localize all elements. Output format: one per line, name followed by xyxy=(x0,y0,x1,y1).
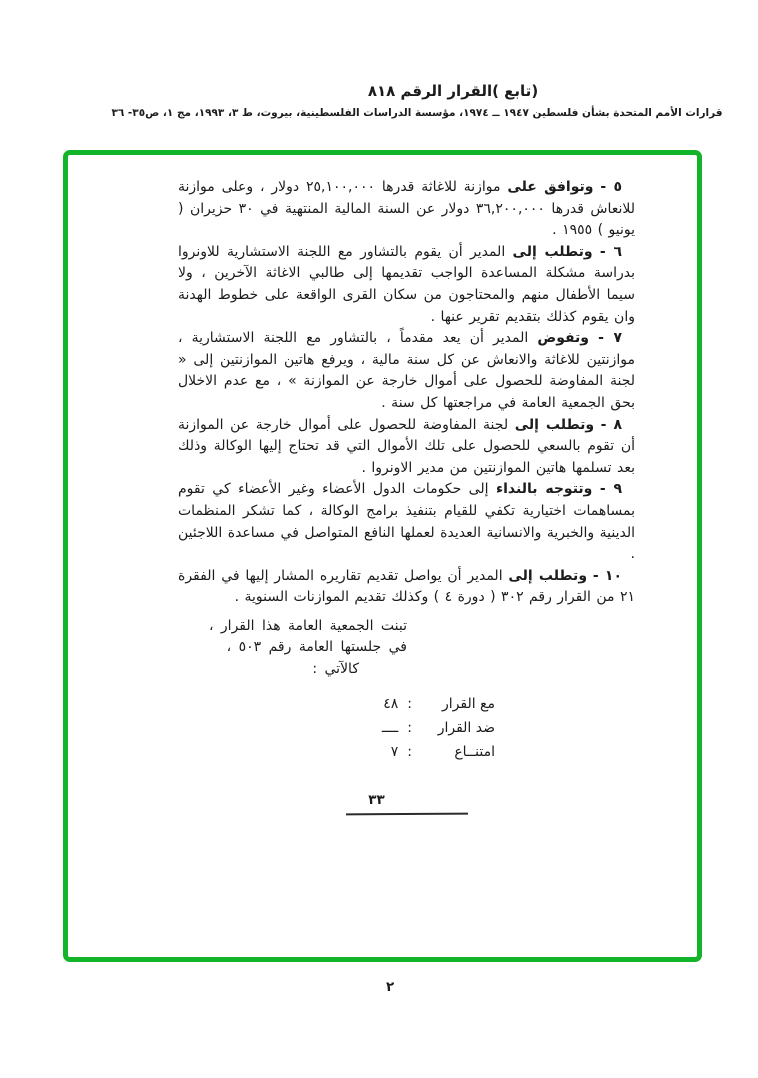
paragraph-8-text: لجنة المفاوضة للحصول على أموال خارجة عن الموازنة أن تقوم بالسعي للحصول على تلك الأموال التي قد تحتاج إليها الوكالة وذلك بعد تسلمها هاتين الموازنتين من مدير الاونروا . xyxy=(178,416,635,476)
paragraph-10-lead: وتطلب إلى xyxy=(508,567,588,584)
paragraph-6 xyxy=(178,242,635,328)
paragraph-10-number: ١٠ - xyxy=(592,567,623,584)
scan-page-number: ٣٣ xyxy=(368,791,385,808)
vote-for-count: ٤٨ xyxy=(383,695,399,712)
paragraph-9-number: ٩ - xyxy=(599,481,623,498)
vote-against-label: ضد القرار xyxy=(437,719,495,736)
paragraph-8-number: ٨ - xyxy=(600,416,623,433)
source-citation: قرارات الأمم المتحدة بشأن فلسطين ١٩٤٧ ــ ١٩٧٤، مؤسسة الدراسات الفلسطينية، بيروت، ط ٣، ١٩٩٣، مج ١، ص٣٥- ٣٦ xyxy=(111,107,723,119)
paragraph-5-number: ٥ - xyxy=(600,179,623,195)
document-header xyxy=(0,0,758,119)
vote-for-label: مع القرار xyxy=(441,695,495,712)
adoption-line-2: في جلستها العامة رقم ٥٠٣ ، xyxy=(226,639,407,656)
vote-abstain-count: ٧ xyxy=(390,743,399,760)
vote-abstain-colon: : xyxy=(407,743,412,760)
scan-highlight-frame xyxy=(63,150,702,962)
paragraph-7-lead: وتفوض xyxy=(537,330,590,347)
paragraph-7-text: المدير أن يعد مقدماً ، بالتشاور مع اللجنة الاستشارية ، موازنتين للاغاثة والانعاش عن كل سنة مالية ، ويرفع هاتين الموازنتين إلى « لجنة المفاوضة للحصول على أموال خارجة عن الموازنة » ، مع عدم الاخلال بحق الجمعية العامة في مراجعتها كل سنة . xyxy=(178,330,635,411)
vote-row-for xyxy=(178,694,495,718)
adoption-line-3: كالآتي : xyxy=(312,661,359,678)
vote-tally xyxy=(178,694,635,766)
vote-row-abstain xyxy=(178,742,495,766)
vote-against-colon: : xyxy=(407,719,412,736)
paragraph-10 xyxy=(178,566,635,609)
paragraph-8 xyxy=(178,415,635,480)
page-number-rule xyxy=(345,813,467,816)
adoption-line-1: تبنت الجمعية العامة هذا القرار ، xyxy=(208,617,407,634)
paragraph-6-lead: وتطلب إلى xyxy=(512,243,593,260)
vote-against-count: ــــ xyxy=(381,719,399,736)
paragraph-5 xyxy=(178,177,635,242)
paragraph-5-text: موازنة للاغاثة قدرها ٢٥,١٠٠,٠٠٠ دولار ، وعلى موازنة للانعاش قدرها ٣٦,٢٠٠,٠٠٠ دولار عن السنة المالية المنتهية في ٣٠ حزيران ( يونيو ) ١٩٥٥ . xyxy=(178,179,635,239)
paragraph-6-text: المدير أن يقوم بالتشاور مع اللجنة الاستشارية للاونروا بدراسة مشكلة المساعدة الواجب تقديمها إلى طالبي الاغاثة الآخرين ، ولا سيما الأطفال منهم والمحتاجون من سكان القرى الواقعة على خطوط الهدنة وان يقوم كذلك بتقديم تقرير عنها . xyxy=(178,243,635,325)
vote-for-colon: : xyxy=(407,695,412,712)
paragraph-5-lead: وتوافق على xyxy=(507,179,594,195)
resolution-body xyxy=(68,155,697,815)
paragraph-7-number: ٧ - xyxy=(598,330,623,347)
paragraph-9-text: إلى حكومات الدول الأعضاء وغير الأعضاء كي تقوم بمساهمات اختيارية تكفي للقيام بتنفيذ برامج الوكالة ، كما تشكر المنظمات الدينية والخبرية والانسانية العديدة لعملها النافع المتواصل في مساعدة اللاجئين . xyxy=(178,481,635,563)
adoption-statement xyxy=(178,616,635,681)
paragraph-10-text: المدير أن يواصل تقديم تقاريره المشار إليها في الفقرة ٢١ من القرار رقم ٣٠٢ ( دورة ٤ ) وكذلك تقديم الموازنات السنوية . xyxy=(178,567,635,606)
vote-row-against xyxy=(178,718,495,742)
outer-page-number: ٢ xyxy=(386,979,395,995)
vote-abstain-label: امتنــاع xyxy=(454,743,495,760)
paragraph-9 xyxy=(178,479,635,565)
paragraph-8-lead: وتطلب إلى xyxy=(514,416,595,433)
resolution-title: (تابع )القرار الرقم ٨١٨ xyxy=(367,82,539,100)
scan-page-number-block xyxy=(178,790,635,816)
paragraph-7 xyxy=(178,328,635,414)
paragraph-9-lead: وتتوجه بالنداء xyxy=(495,481,593,498)
paragraph-6-number: ٦ - xyxy=(599,243,623,260)
